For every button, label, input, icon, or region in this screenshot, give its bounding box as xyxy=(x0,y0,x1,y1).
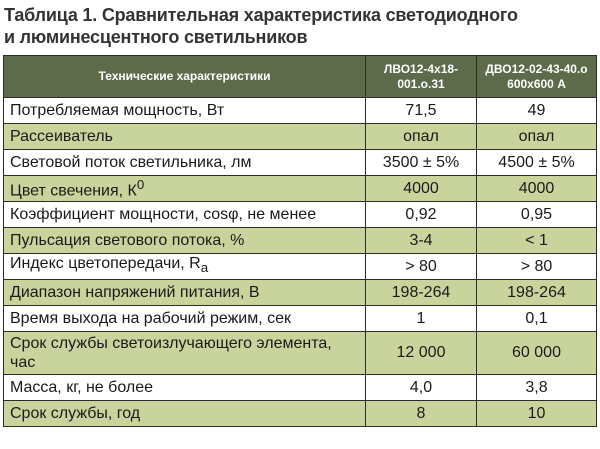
row-value-fluorescent: 12 000 xyxy=(366,332,477,375)
table-row xyxy=(4,228,597,254)
row-value-led: 10 xyxy=(477,401,597,427)
table-row xyxy=(4,375,597,401)
row-param-text: Индекс цветопередачи, R xyxy=(10,255,201,273)
row-value-led: 198-264 xyxy=(477,280,597,306)
row-value-fluorescent: 1 xyxy=(366,306,477,332)
row-value-led: 0,95 xyxy=(477,202,597,228)
row-param-superscript: 0 xyxy=(136,177,145,193)
row-value-fluorescent: опал xyxy=(366,124,477,150)
table-row xyxy=(4,98,597,124)
row-param-text: Цвет свечения, К xyxy=(10,182,137,200)
table-row xyxy=(4,306,597,332)
row-param: Диапазон напряжений питания, В xyxy=(4,280,366,306)
row-param: Потребляемая мощность, Вт xyxy=(4,98,366,124)
table-header-row xyxy=(4,56,597,98)
row-value-led: опал xyxy=(477,124,597,150)
row-value-led: 0,1 xyxy=(477,306,597,332)
row-value-led: 3,8 xyxy=(477,375,597,401)
row-value-led: 4000 xyxy=(477,176,597,202)
row-value-fluorescent: 4000 xyxy=(366,176,477,202)
row-param-subscript: a xyxy=(200,260,209,276)
row-value-fluorescent: 4,0 xyxy=(366,375,477,401)
table-row xyxy=(4,150,597,176)
row-value-led: 60 000 xyxy=(477,332,597,375)
table-row xyxy=(4,332,597,375)
row-value-led: > 80 xyxy=(477,254,597,280)
page-title xyxy=(4,4,596,48)
row-value-fluorescent: 3500 ± 5% xyxy=(366,150,477,176)
table-row xyxy=(4,254,597,280)
table-row xyxy=(4,202,597,228)
row-param: Срок службы светоизлучающего элемента, час xyxy=(4,332,366,375)
header-characteristics: Технические характеристики xyxy=(4,56,366,98)
comparison-table xyxy=(3,55,597,427)
row-value-fluorescent: 198-264 xyxy=(366,280,477,306)
table-row xyxy=(4,280,597,306)
table-row xyxy=(4,401,597,427)
row-value-led: 49 xyxy=(477,98,597,124)
table-row xyxy=(4,124,597,150)
row-param: Коэффициент мощности, cosφ, не менее xyxy=(4,202,366,228)
row-param xyxy=(4,254,366,280)
row-value-fluorescent: 71,5 xyxy=(366,98,477,124)
row-param xyxy=(4,176,366,202)
row-param: Время выхода на рабочий режим, сек xyxy=(4,306,366,332)
row-value-fluorescent: 8 xyxy=(366,401,477,427)
row-value-fluorescent: 3-4 xyxy=(366,228,477,254)
row-value-fluorescent: 0,92 xyxy=(366,202,477,228)
row-value-fluorescent: > 80 xyxy=(366,254,477,280)
row-value-led: 4500 ± 5% xyxy=(477,150,597,176)
row-value-led: < 1 xyxy=(477,228,597,254)
row-param: Масса, кг, не более xyxy=(4,375,366,401)
table-row xyxy=(4,176,597,202)
row-param: Рассеиватель xyxy=(4,124,366,150)
header-led-luminaire: ДВО12-02-43-40.о 600х600 А xyxy=(477,56,597,98)
row-param: Пульсация светового потока, % xyxy=(4,228,366,254)
title-line-2: и люминесцентного светильников xyxy=(4,27,308,47)
title-line-1: Таблица 1. Сравнительная характеристика светодиодного xyxy=(4,5,518,25)
row-param: Световой поток светильника, лм xyxy=(4,150,366,176)
row-param: Срок службы, год xyxy=(4,401,366,427)
header-fluorescent-luminaire: ЛВО12-4х18-001.о.31 xyxy=(366,56,477,98)
